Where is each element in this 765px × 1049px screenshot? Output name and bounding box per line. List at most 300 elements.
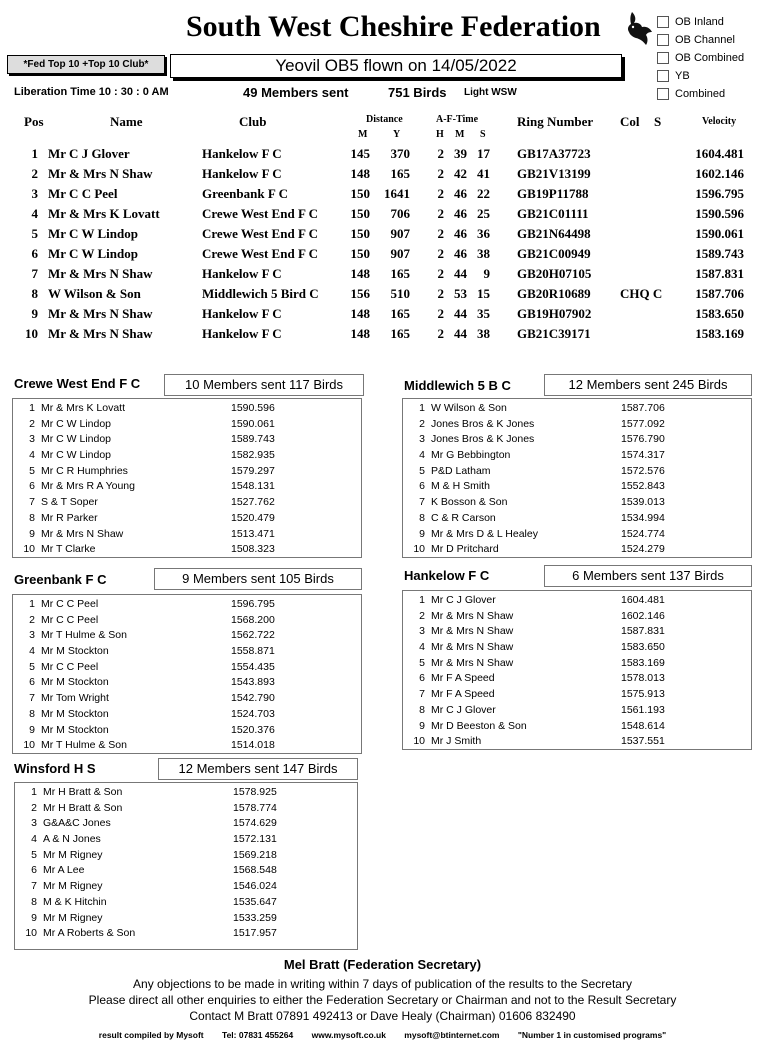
cell-hours: 2 (437, 166, 444, 181)
cell-position: 7 (29, 496, 35, 509)
cell-position: 8 (419, 511, 425, 524)
cell-yards: 165 (390, 306, 410, 321)
cell-name: Mr & Mrs N Shaw (48, 266, 153, 281)
cell-fancier-name: Mr M Stockton (41, 645, 109, 658)
cell-position: 9 (29, 527, 35, 540)
checkbox-box[interactable] (657, 34, 669, 46)
cell-club: Middlewich 5 Bird C (202, 286, 319, 301)
list-item (13, 511, 361, 527)
cell-hours: 2 (437, 226, 444, 241)
cell-velocity: 1524.774 (621, 527, 665, 540)
cell-fancier-name: W Wilson & Son (431, 402, 507, 414)
cell-velocity: 1575.913 (621, 688, 665, 701)
table-row (0, 146, 765, 166)
cell-position: 8 (31, 895, 37, 908)
credit-slogan: "Number 1 in customised programs" (517, 1030, 667, 1040)
cell-velocity: 1535.647 (233, 895, 277, 908)
cell-seconds: 15 (477, 286, 490, 301)
cell-velocity: 1508.323 (231, 543, 275, 556)
cell-fancier-name: Mr C C Peel (41, 660, 99, 673)
cell-position: 1 (31, 786, 37, 798)
cell-ring-number: GB21C00949 (517, 246, 591, 261)
list-item (403, 542, 751, 558)
cell-velocity: 1590.596 (695, 206, 744, 221)
cell-fancier-name: Mr H Bratt & Son (43, 786, 123, 798)
contact-line: Contact M Bratt 07891 492413 or Dave Healy (Chairman) 01606 832490 (189, 1009, 576, 1023)
cell-fancier-name: Mr & Mrs K Lovatt (41, 402, 126, 414)
cell-position: 2 (29, 613, 35, 626)
list-item (13, 613, 361, 629)
cell-fancier-name: Mr H Bratt & Son (43, 801, 123, 814)
checkbox-yb[interactable] (657, 67, 744, 85)
cell-fancier-name: Mr D Beeston & Son (431, 719, 527, 732)
list-item (13, 738, 361, 754)
cell-velocity: 1587.831 (695, 266, 744, 281)
cell-yards: 907 (390, 246, 410, 261)
header-sex: S (654, 114, 662, 129)
list-item (13, 660, 361, 676)
credit-website-link[interactable]: www.mysoft.co.uk (311, 1030, 386, 1040)
cell-ring-number: GB21C01111 (517, 206, 589, 221)
cell-minutes: 46 (454, 186, 467, 201)
cell-position: 7 (419, 496, 425, 509)
cell-position: 4 (419, 449, 425, 462)
cell-name: Mr C W Lindop (48, 246, 138, 261)
club-title-crewe: Crewe West End F C (14, 376, 141, 391)
cell-velocity: 1568.200 (231, 613, 275, 626)
table-row (0, 286, 765, 306)
cell-velocity: 1527.762 (231, 496, 275, 509)
cell-minutes: 44 (454, 326, 467, 341)
cell-velocity: 1543.893 (231, 676, 275, 689)
cell-club: Crewe West End F C (202, 246, 319, 261)
wind-conditions: Light WSW (464, 87, 517, 98)
cell-club: Hankelow F C (202, 326, 282, 341)
cell-velocity: 1520.376 (231, 723, 275, 736)
cell-pos: 1 (31, 146, 38, 161)
cell-fancier-name: Mr R Parker (41, 511, 98, 524)
cell-fancier-name: Mr M Rigney (43, 848, 103, 861)
list-item (15, 832, 357, 848)
list-item (13, 401, 361, 417)
cell-hours: 2 (437, 286, 444, 301)
cell-fancier-name: Mr C W Lindop (41, 417, 112, 430)
cell-fancier-name: Mr & Mrs N Shaw (431, 609, 514, 622)
cell-hours: 2 (437, 306, 444, 321)
race-type-checkboxes (657, 13, 744, 103)
cell-fancier-name: Mr J Smith (431, 735, 482, 748)
header-distance-y: Y (393, 129, 401, 140)
cell-ring-number: GB20H07105 (517, 266, 592, 281)
checkbox-label: OB Combined (675, 52, 745, 64)
cell-position: 1 (419, 594, 425, 606)
cell-velocity: 1572.131 (233, 833, 277, 846)
header-name: Name (110, 114, 143, 129)
cell-position: 5 (31, 848, 37, 861)
cell-position: 3 (419, 625, 425, 638)
cell-velocity: 1590.061 (695, 226, 744, 241)
cell-velocity: 1583.650 (621, 641, 665, 654)
checkbox-ob-inland[interactable] (657, 13, 744, 31)
list-item (403, 479, 751, 495)
cell-yards: 510 (390, 286, 410, 301)
list-item (403, 527, 751, 543)
club-list-middlewich (402, 398, 752, 558)
cell-hours: 2 (437, 266, 444, 281)
checkbox-label: OB Channel (675, 34, 735, 46)
list-item (403, 432, 751, 448)
cell-fancier-name: Mr C R Humphries (41, 464, 128, 477)
cell-position: 8 (29, 707, 35, 720)
table-row (0, 306, 765, 326)
objections-notice: Any objections to be made in writing within 7 days of publication of the results to the Secretary (133, 977, 632, 991)
cell-position: 6 (29, 676, 35, 689)
header-seconds: S (480, 129, 486, 140)
table-row (0, 206, 765, 226)
cell-ring-number: GB21N64498 (517, 226, 591, 241)
cell-velocity: 1587.706 (695, 286, 744, 301)
cell-position: 9 (419, 719, 425, 732)
cell-club: Hankelow F C (202, 306, 282, 321)
cell-fancier-name: Mr M Stockton (41, 707, 109, 720)
cell-position: 5 (419, 656, 425, 669)
header-ring-number: Ring Number (517, 114, 594, 129)
list-item (403, 609, 751, 625)
cell-velocity: 1574.629 (233, 817, 277, 830)
cell-yards: 165 (390, 266, 410, 281)
birds-sent: 751 Birds (388, 85, 447, 100)
cell-velocity: 1587.706 (621, 402, 665, 414)
cell-velocity: 1604.481 (621, 594, 665, 606)
cell-pos: 10 (25, 326, 38, 341)
cell-velocity: 1578.013 (621, 672, 665, 685)
cell-position: 9 (419, 527, 425, 540)
cell-seconds: 38 (477, 326, 490, 341)
cell-position: 1 (419, 402, 425, 414)
list-item (403, 640, 751, 656)
list-item (403, 656, 751, 672)
cell-velocity: 1602.146 (621, 609, 665, 622)
cell-ring-number: GB20R10689 (517, 286, 591, 301)
list-item (15, 879, 357, 895)
club-list-winsford (14, 782, 358, 950)
cell-position: 6 (29, 480, 35, 493)
cell-velocity: 1558.871 (231, 645, 275, 658)
cell-yards: 165 (390, 326, 410, 341)
club-list-crewe (12, 398, 362, 558)
members-sent: 49 Members sent (243, 85, 349, 100)
list-item (403, 703, 751, 719)
cell-fancier-name: Mr C C Peel (41, 613, 99, 626)
cell-velocity: 1546.024 (233, 880, 277, 893)
cell-velocity: 1554.435 (231, 660, 275, 673)
cell-position: 4 (31, 833, 37, 846)
list-item (403, 448, 751, 464)
header-velocity: Velocity (702, 116, 737, 127)
list-item (13, 527, 361, 543)
cell-fancier-name: Mr T Clarke (41, 543, 96, 556)
cell-fancier-name: Mr C J Glover (431, 703, 496, 716)
cell-fancier-name: Mr & Mrs N Shaw (431, 656, 514, 669)
cell-name: Mr C W Lindop (48, 226, 138, 241)
club-summary-middlewich: 12 Members sent 245 Birds (544, 374, 752, 396)
header-colour: Col (620, 114, 640, 129)
cell-fancier-name: Mr M Rigney (43, 911, 103, 924)
cell-fancier-name: C & R Carson (431, 511, 496, 524)
cell-name: Mr & Mrs N Shaw (48, 166, 153, 181)
club-summary-greenbank: 9 Members sent 105 Birds (154, 568, 362, 590)
cell-velocity: 1533.259 (233, 911, 277, 924)
cell-name: Mr C J Glover (48, 146, 130, 161)
list-item (403, 593, 751, 609)
cell-fancier-name: A & N Jones (43, 833, 101, 846)
checkbox-box[interactable] (657, 52, 669, 64)
cell-club: Hankelow F C (202, 266, 282, 281)
header-hours: H (436, 129, 444, 140)
cell-position: 1 (29, 402, 35, 414)
cell-name: Mr & Mrs N Shaw (48, 306, 153, 321)
cell-fancier-name: Jones Bros & K Jones (431, 417, 535, 430)
cell-club: Hankelow F C (202, 146, 282, 161)
cell-velocity: 1574.317 (621, 449, 665, 462)
cell-hours: 2 (437, 326, 444, 341)
cell-velocity: 1578.774 (233, 801, 277, 814)
cell-velocity: 1589.743 (695, 246, 744, 261)
club-title-middlewich: Middlewich 5 B C (404, 378, 511, 393)
cell-velocity: 1604.481 (695, 146, 744, 161)
list-item (13, 417, 361, 433)
list-item (403, 719, 751, 735)
checkbox-box[interactable] (657, 16, 669, 28)
header-pos: Pos (24, 114, 44, 129)
cell-velocity: 1577.092 (621, 417, 665, 430)
club-summary-crewe: 10 Members sent 117 Birds (164, 374, 364, 396)
cell-miles: 148 (350, 166, 370, 181)
cell-velocity: 1561.193 (621, 703, 665, 716)
cell-velocity: 1590.596 (231, 402, 275, 414)
cell-velocity: 1569.218 (233, 848, 277, 861)
table-row (0, 266, 765, 286)
cell-position: 5 (29, 660, 35, 673)
cell-fancier-name: Mr M Stockton (41, 723, 109, 736)
checkbox-combined[interactable] (657, 85, 744, 103)
list-item (403, 495, 751, 511)
cell-velocity: 1579.297 (231, 464, 275, 477)
cell-pos: 3 (31, 186, 38, 201)
cell-velocity: 1534.994 (621, 511, 665, 524)
cell-miles: 150 (350, 226, 370, 241)
cell-position: 7 (29, 692, 35, 705)
cell-velocity: 1596.795 (695, 186, 744, 201)
list-item (15, 848, 357, 864)
cell-seconds: 35 (477, 306, 490, 321)
cell-velocity: 1524.703 (231, 707, 275, 720)
cell-velocity: 1596.795 (231, 598, 275, 610)
list-item (403, 511, 751, 527)
federation-secretary: Mel Bratt (Federation Secretary) (283, 957, 482, 972)
cell-velocity: 1583.169 (621, 656, 665, 669)
cell-fancier-name: Mr Tom Wright (41, 692, 109, 705)
cell-position: 6 (31, 864, 37, 877)
credit-compiled-by: result compiled by Mysoft (98, 1030, 204, 1040)
cell-fancier-name: Mr M Rigney (43, 880, 103, 893)
list-item (15, 911, 357, 927)
cell-fancier-name: Mr & Mrs N Shaw (431, 625, 514, 638)
cell-yards: 370 (390, 146, 410, 161)
cell-position: 3 (29, 433, 35, 446)
enquiries-notice: Please direct all other enquiries to either the Federation Secretary or Chairman and not to the Result Secretary (88, 993, 677, 1007)
checkbox-ob-combined[interactable] (657, 49, 744, 67)
cell-position: 7 (419, 688, 425, 701)
list-item (13, 723, 361, 739)
cell-position: 10 (413, 543, 425, 556)
cell-velocity: 1513.471 (231, 527, 275, 540)
cell-miles: 150 (350, 246, 370, 261)
cell-velocity: 1514.018 (231, 739, 275, 752)
header-minutes: M (455, 129, 465, 140)
cell-velocity: 1548.614 (621, 719, 665, 732)
list-item (15, 816, 357, 832)
cell-velocity: 1542.790 (231, 692, 275, 705)
cell-position: 2 (419, 417, 425, 430)
cell-position: 10 (25, 927, 37, 940)
cell-velocity: 1572.576 (621, 464, 665, 477)
list-item (13, 542, 361, 558)
cell-hours: 2 (437, 146, 444, 161)
cell-velocity: 1590.061 (231, 417, 275, 430)
race-title-box: Yeovil OB5 flown on 14/05/2022 (170, 54, 622, 78)
cell-pos: 5 (31, 226, 38, 241)
cell-name: Mr C C Peel (48, 186, 118, 201)
credit-email-link[interactable]: mysoft@btinternet.com (404, 1030, 500, 1040)
list-item (403, 624, 751, 640)
cell-position: 8 (29, 511, 35, 524)
cell-minutes: 46 (454, 246, 467, 261)
cell-fancier-name: G&A&C Jones (43, 817, 111, 830)
club-list-hankelow (402, 590, 752, 750)
list-item (13, 628, 361, 644)
cell-hours: 2 (437, 246, 444, 261)
cell-minutes: 46 (454, 206, 467, 221)
cell-fancier-name: Mr C C Peel (41, 598, 99, 610)
header-distance: Distance (366, 114, 403, 125)
cell-seconds: 38 (477, 246, 490, 261)
checkbox-ob-channel[interactable] (657, 31, 744, 49)
checkbox-label: Combined (675, 88, 726, 100)
list-item (13, 495, 361, 511)
cell-velocity: 1568.548 (233, 864, 277, 877)
list-item (15, 895, 357, 911)
checkbox-box[interactable] (657, 88, 669, 100)
cell-fancier-name: P&D Latham (431, 464, 491, 477)
list-item (13, 597, 361, 613)
club-title-hankelow: Hankelow F C (404, 568, 490, 583)
cell-fancier-name: Mr T Hulme & Son (41, 739, 127, 752)
cell-fancier-name: Mr G Bebbington (431, 449, 511, 462)
cell-miles: 148 (350, 326, 370, 341)
cell-position: 3 (29, 629, 35, 642)
cell-minutes: 46 (454, 226, 467, 241)
cell-position: 2 (31, 801, 37, 814)
list-item (15, 926, 357, 942)
cell-position: 9 (31, 911, 37, 924)
list-item (403, 464, 751, 480)
list-item (13, 432, 361, 448)
cell-yards: 165 (390, 166, 410, 181)
cell-velocity: 1539.013 (621, 496, 665, 509)
cell-ring-number: GB21C39171 (517, 326, 591, 341)
cell-seconds: 17 (477, 146, 490, 161)
cell-position: 2 (419, 609, 425, 622)
cell-seconds: 9 (483, 266, 490, 281)
list-item (13, 691, 361, 707)
table-row (0, 226, 765, 246)
cell-miles: 148 (350, 306, 370, 321)
cell-miles: 148 (350, 266, 370, 281)
cell-pos: 4 (31, 206, 38, 221)
list-item (13, 448, 361, 464)
table-row (0, 186, 765, 206)
list-item (13, 464, 361, 480)
cell-club: Crewe West End F C (202, 226, 319, 241)
cell-name: Mr & Mrs K Lovatt (48, 206, 160, 221)
cell-velocity: 1587.831 (621, 625, 665, 638)
cell-ring-number: GB21V13199 (517, 166, 591, 181)
cell-pos: 9 (31, 306, 38, 321)
table-row (0, 166, 765, 186)
cell-name: W Wilson & Son (48, 286, 141, 301)
cell-velocity: 1578.925 (233, 786, 277, 798)
cell-miles: 145 (350, 146, 370, 161)
cell-yards: 907 (390, 226, 410, 241)
list-item (403, 671, 751, 687)
cell-fancier-name: Mr A Roberts & Son (43, 927, 136, 940)
cell-position: 4 (29, 645, 35, 658)
cell-velocity: 1517.957 (233, 927, 277, 940)
credits-line (0, 1030, 765, 1040)
cell-velocity: 1548.131 (231, 480, 275, 493)
cell-seconds: 36 (477, 226, 490, 241)
cell-fancier-name: Mr T Hulme & Son (41, 629, 127, 642)
cell-pos: 6 (31, 246, 38, 261)
club-title-winsford: Winsford H S (14, 761, 96, 776)
cell-position: 7 (31, 880, 37, 893)
cell-fancier-name: Jones Bros & K Jones (431, 433, 535, 446)
club-list-greenbank (12, 594, 362, 754)
cell-minutes: 44 (454, 266, 467, 281)
cell-velocity: 1589.743 (231, 433, 275, 446)
list-item (403, 734, 751, 750)
list-item (13, 644, 361, 660)
cell-fancier-name: Mr F A Speed (431, 688, 495, 701)
cell-fancier-name: Mr D Pritchard (431, 543, 499, 556)
cell-velocity: 1583.650 (695, 306, 744, 321)
cell-minutes: 44 (454, 306, 467, 321)
cell-ring-number: GB19P11788 (517, 186, 589, 201)
cell-fancier-name: Mr C W Lindop (41, 433, 112, 446)
checkbox-label: OB Inland (675, 16, 724, 28)
list-item (15, 863, 357, 879)
cell-pos: 7 (31, 266, 38, 281)
list-item (13, 707, 361, 723)
cell-position: 10 (23, 739, 35, 752)
checkbox-box[interactable] (657, 70, 669, 82)
cell-minutes: 42 (454, 166, 467, 181)
cell-position: 5 (29, 464, 35, 477)
club-summary-hankelow: 6 Members sent 137 Birds (544, 565, 752, 587)
list-item (13, 675, 361, 691)
cell-velocity: 1582.935 (231, 449, 275, 462)
